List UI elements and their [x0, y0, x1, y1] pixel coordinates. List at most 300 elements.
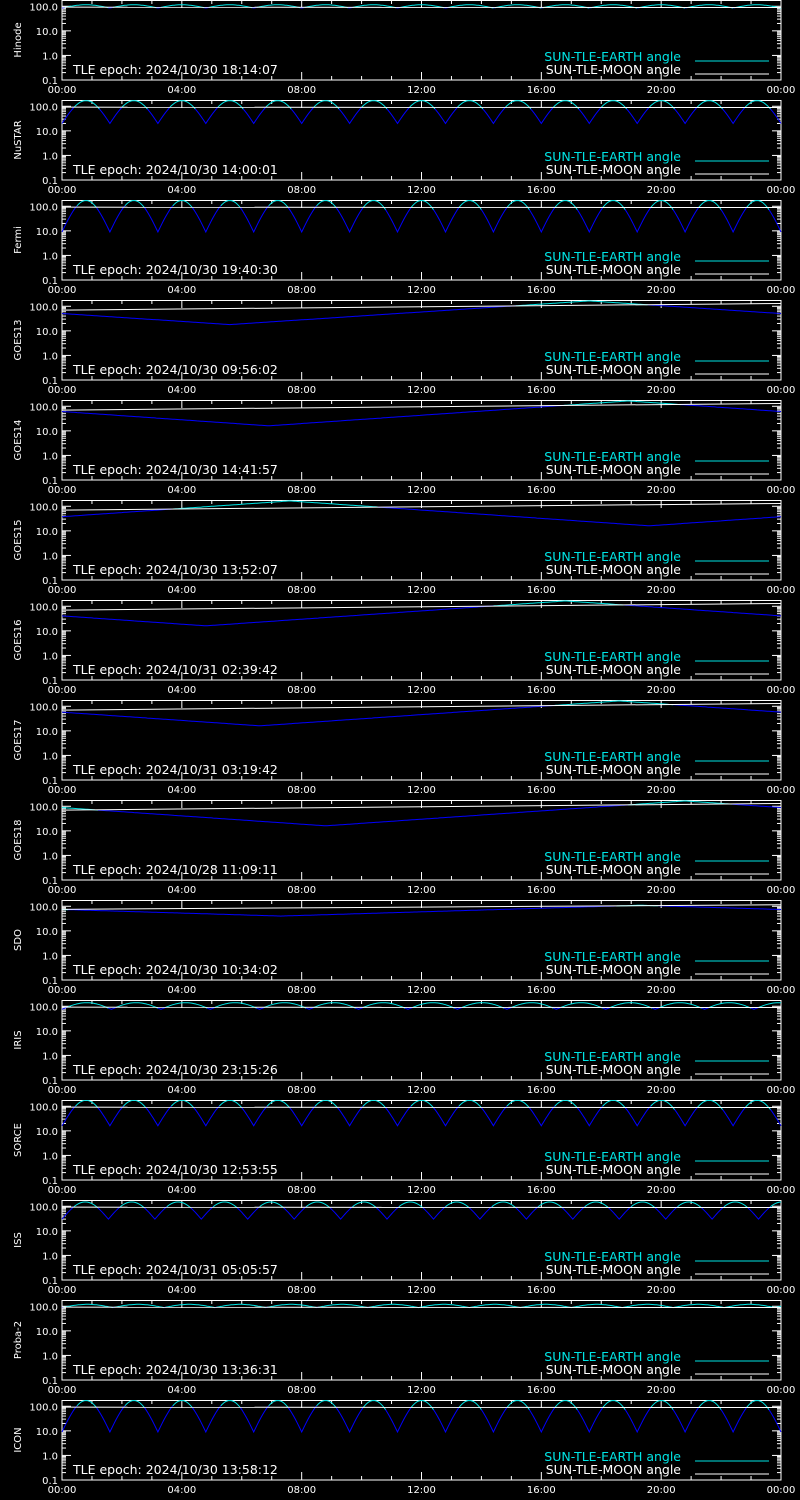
x-tick-label: 08:00 [287, 1085, 317, 1096]
series-line-sun-tle-earth [125, 201, 144, 208]
x-tick-label: 16:00 [526, 985, 556, 996]
series-line-sun-tle-earth [98, 1106, 124, 1126]
legend-label-moon: SUN-TLE-MOON angle [545, 862, 681, 877]
series-line-sun-tle-earth [363, 1401, 386, 1410]
series-line-sun-tle-earth [721, 1408, 746, 1432]
series-line-sun-tle-earth [77, 201, 97, 208]
series-line-sun-tle-earth [242, 1106, 267, 1126]
series-line-sun-tle-earth [459, 1401, 482, 1410]
series-line-sun-tle-earth [173, 1401, 193, 1408]
x-tick-label: 16:00 [526, 685, 556, 696]
x-tick-label: 04:00 [167, 285, 197, 296]
satellite-label: GOES16 [13, 619, 24, 661]
series-line-sun-tle-earth [434, 1408, 459, 1432]
x-tick-label: 00:00 [766, 1485, 796, 1496]
series-line-sun-tle-earth [723, 1108, 746, 1126]
y-tick-label: 10.0 [35, 1326, 58, 1338]
y-tick-label: 1.0 [42, 551, 58, 563]
plot-panel-goes13 [0, 300, 800, 400]
series-line-sun-tle-earth [625, 208, 651, 232]
series-line-sun-tle-earth [221, 1401, 241, 1408]
series-line-sun-tle-earth [386, 1408, 411, 1432]
series-line-sun-tle-earth [459, 1100, 482, 1108]
series-line-sun-tle-earth [284, 1207, 307, 1219]
x-tick-label: 12:00 [407, 385, 436, 396]
x-tick-label: 00:00 [766, 585, 796, 596]
plot-panel-goes18 [0, 800, 800, 900]
x-tick-label: 08:00 [287, 1285, 317, 1296]
x-tick-label: 16:00 [526, 285, 556, 296]
series-line-sun-tle-earth [721, 208, 746, 232]
series-line-sun-tle-earth [555, 201, 578, 210]
series-line-sun-tle-earth [745, 1100, 770, 1109]
series-line-sun-tle-earth [625, 1408, 651, 1432]
series-line-sun-tle-earth [257, 1008, 265, 1010]
series-line-sun-tle-earth [673, 705, 781, 712]
x-tick-label: 20:00 [646, 1385, 676, 1396]
plot-panel-iss [0, 1200, 800, 1300]
y-tick-label: 100.0 [29, 102, 58, 114]
y-tick-label: 10.0 [35, 526, 58, 538]
series-line-sun-tle-earth [237, 1207, 259, 1219]
series-line-sun-tle-earth [98, 805, 628, 826]
x-tick-label: 04:00 [167, 485, 197, 496]
y-tick-label: 100.0 [29, 302, 58, 314]
series-line-sun-tle-earth [317, 201, 337, 208]
series-line-sun-tle-earth [377, 1207, 399, 1219]
x-tick-label: 12:00 [407, 685, 436, 696]
series-line-sun-tle-earth [123, 1100, 145, 1108]
series-line-sun-tle-earth [481, 208, 507, 232]
series-line-sun-tle-earth [507, 1100, 530, 1108]
series-line-sun-tle-earth [144, 206, 172, 232]
tle-epoch-label: TLE epoch: 2024/10/30 13:58:12 [73, 1462, 278, 1477]
x-tick-label: 16:00 [526, 885, 556, 896]
series-line-sun-tle-earth [625, 1106, 651, 1126]
legend-label-earth: SUN-TLE-EARTH angle [544, 449, 681, 464]
x-tick-label: 08:00 [287, 385, 317, 396]
x-tick-label: 00:00 [47, 285, 77, 296]
satellite-label: SORCE [13, 1123, 24, 1157]
series-line-sun-tle-earth [651, 1401, 673, 1410]
satellite-label: GOES14 [13, 419, 24, 461]
series-line-sun-tle-earth [459, 201, 482, 210]
x-tick-label: 20:00 [646, 385, 676, 396]
satellite-label: ISS [13, 1232, 24, 1248]
series-line-sun-tle-earth [171, 1100, 194, 1108]
y-tick-label: 100.0 [29, 1202, 58, 1214]
series-line-sun-tle-earth [170, 101, 196, 109]
tle-epoch-label: TLE epoch: 2024/10/31 02:39:42 [73, 662, 278, 677]
series-line-sun-tle-earth [74, 101, 99, 109]
legend-label-earth: SUN-TLE-EARTH angle [544, 1249, 681, 1264]
x-tick-label: 12:00 [407, 1085, 436, 1096]
x-tick-label: 00:00 [47, 585, 77, 596]
x-tick-label: 00:00 [766, 485, 796, 496]
x-tick-label: 04:00 [167, 985, 197, 996]
legend-label-moon: SUN-TLE-MOON angle [545, 262, 681, 277]
x-tick-label: 00:00 [47, 885, 77, 896]
x-tick-label: 16:00 [526, 1285, 556, 1296]
series-line-sun-tle-earth [411, 1100, 434, 1108]
legend-label-moon: SUN-TLE-MOON angle [545, 462, 681, 477]
legend-label-moon: SUN-TLE-MOON angle [545, 1462, 681, 1477]
y-tick-label: 1.0 [42, 751, 58, 763]
series-line-sun-tle-earth [483, 107, 506, 123]
x-tick-label: 12:00 [407, 1385, 436, 1396]
series-line-sun-tle-earth [158, 1008, 166, 1010]
series-line-sun-tle-earth [673, 1408, 699, 1432]
series-line-sun-tle-earth [291, 107, 314, 123]
legend-label-moon: SUN-TLE-MOON angle [545, 1362, 681, 1377]
satellite-label: GOES18 [13, 819, 24, 861]
y-tick-label: 10.0 [35, 1026, 58, 1038]
series-line-sun-tle-earth [769, 1410, 781, 1432]
x-tick-label: 12:00 [407, 585, 436, 596]
series-line-sun-tle-earth [99, 107, 122, 123]
satellite-label: SDO [13, 929, 24, 951]
legend-label-earth: SUN-TLE-EARTH angle [544, 849, 681, 864]
x-tick-label: 00:00 [47, 1185, 77, 1196]
tle-epoch-label: TLE epoch: 2024/10/30 12:53:55 [73, 1162, 278, 1177]
x-tick-label: 04:00 [167, 885, 197, 896]
y-tick-label: 100.0 [29, 1002, 58, 1014]
y-tick-label: 0.1 [42, 1076, 58, 1087]
legend-label-earth: SUN-TLE-EARTH angle [544, 1149, 681, 1164]
series-line-sun-tle-earth [702, 1207, 725, 1219]
y-tick-label: 100.0 [29, 1402, 58, 1414]
series-line-sun-tle-earth [336, 1408, 363, 1432]
series-line-sun-tle-earth [336, 208, 363, 232]
legend-label-earth: SUN-TLE-EARTH angle [544, 1049, 681, 1064]
series-line-sun-tle-earth [125, 1401, 144, 1408]
series-line-sun-tle-earth [387, 107, 410, 123]
series-line-sun-tle-earth [531, 107, 554, 123]
x-tick-label: 00:00 [766, 685, 796, 696]
y-tick-label: 1.0 [42, 1251, 58, 1263]
plot-panel-goes15 [0, 500, 800, 600]
plot-panel-goes17 [0, 700, 800, 800]
series-line-sun-tle-earth [97, 206, 125, 232]
series-line-sun-tle-earth [747, 1401, 770, 1410]
series-line-sun-tle-earth [288, 1406, 316, 1432]
x-tick-label: 04:00 [167, 185, 197, 196]
series-line-sun-tle-earth [516, 1207, 538, 1219]
x-tick-label: 00:00 [766, 185, 796, 196]
y-tick-label: 0.1 [42, 776, 58, 787]
legend-label-earth: SUN-TLE-EARTH angle [544, 149, 681, 164]
x-tick-label: 00:00 [47, 385, 77, 396]
legend-label-moon: SUN-TLE-MOON angle [545, 562, 681, 577]
x-tick-label: 20:00 [646, 885, 676, 896]
series-line-sun-tle-earth [207, 1008, 215, 1010]
x-tick-label: 00:00 [47, 1385, 77, 1396]
x-tick-label: 08:00 [287, 585, 317, 596]
x-tick-label: 00:00 [47, 785, 77, 796]
x-tick-label: 12:00 [407, 1485, 436, 1496]
x-tick-label: 04:00 [167, 1385, 197, 1396]
x-tick-label: 20:00 [646, 1085, 676, 1096]
y-tick-label: 1.0 [42, 1351, 58, 1363]
series-line-sun-tle-earth [651, 201, 673, 210]
x-tick-label: 04:00 [167, 785, 197, 796]
series-line-sun-tle-earth [330, 1207, 353, 1219]
y-tick-label: 10.0 [35, 326, 58, 338]
series-line-sun-tle-earth [267, 1100, 290, 1108]
x-tick-label: 00:00 [47, 1485, 77, 1496]
tle-epoch-label: TLE epoch: 2024/10/30 10:34:02 [73, 962, 278, 977]
x-tick-label: 08:00 [287, 985, 317, 996]
plot-panel-nustar [0, 100, 800, 200]
series-line-sun-tle-earth [191, 1207, 214, 1219]
legend-label-moon: SUN-TLE-MOON angle [545, 1262, 681, 1277]
tle-epoch-label: TLE epoch: 2024/10/28 11:09:11 [73, 862, 278, 877]
tle-epoch-label: TLE epoch: 2024/10/30 14:00:01 [73, 162, 278, 177]
x-tick-label: 20:00 [646, 585, 676, 596]
series-line-sun-tle-earth [469, 1207, 492, 1219]
tle-epoch-label: TLE epoch: 2024/10/30 13:36:31 [73, 1362, 278, 1377]
plot-panel-hinode [0, 0, 800, 100]
y-tick-label: 10.0 [35, 726, 58, 738]
series-line-sun-tle-earth [219, 1100, 242, 1108]
legend-label-earth: SUN-TLE-EARTH angle [544, 949, 681, 964]
x-tick-label: 20:00 [646, 1285, 676, 1296]
x-tick-label: 20:00 [646, 1185, 676, 1196]
plot-panel-icon [0, 1400, 800, 1500]
x-tick-label: 16:00 [526, 1485, 556, 1496]
x-tick-label: 20:00 [646, 1485, 676, 1496]
series-line-sun-tle-earth [378, 507, 781, 526]
y-tick-label: 1.0 [42, 51, 58, 63]
x-tick-label: 08:00 [287, 885, 317, 896]
series-line-sun-tle-earth [675, 107, 698, 123]
series-line-sun-tle-earth [411, 201, 434, 210]
series-line-sun-tle-earth [529, 1106, 554, 1126]
x-tick-label: 12:00 [407, 485, 436, 496]
y-tick-label: 10.0 [35, 1426, 58, 1438]
series-line-sun-tle-earth [609, 1207, 632, 1219]
tle-epoch-label: TLE epoch: 2024/10/30 19:40:30 [73, 262, 278, 277]
series-line-sun-tle-earth [655, 1207, 677, 1219]
y-tick-label: 10.0 [35, 426, 58, 438]
y-tick-label: 0.1 [42, 476, 58, 487]
x-tick-label: 16:00 [526, 85, 556, 96]
series-line-sun-tle-earth [98, 1207, 121, 1219]
legend-label-earth: SUN-TLE-EARTH angle [544, 49, 681, 64]
series-line-sun-tle-earth [507, 201, 530, 210]
x-tick-label: 04:00 [167, 1485, 197, 1496]
series-line-sun-tle-earth [423, 1207, 446, 1219]
x-tick-label: 12:00 [407, 185, 436, 196]
x-tick-label: 00:00 [766, 85, 796, 96]
x-tick-label: 00:00 [47, 685, 77, 696]
x-tick-label: 00:00 [47, 1285, 77, 1296]
series-line-sun-tle-earth [699, 1401, 722, 1410]
series-line-sun-tle-earth [603, 1100, 626, 1108]
x-tick-label: 00:00 [766, 885, 796, 896]
satellite-label: GOES13 [13, 319, 24, 361]
x-tick-label: 00:00 [47, 485, 77, 496]
satellite-label: IRIS [13, 1030, 24, 1050]
y-tick-label: 100.0 [29, 902, 58, 914]
x-tick-label: 00:00 [766, 1085, 796, 1096]
x-tick-label: 04:00 [167, 385, 197, 396]
legend-label-moon: SUN-TLE-MOON angle [545, 962, 681, 977]
y-tick-label: 100.0 [29, 2, 58, 14]
y-tick-label: 1.0 [42, 151, 58, 163]
x-tick-label: 12:00 [407, 985, 436, 996]
series-line-sun-tle-earth [529, 1408, 554, 1432]
y-tick-label: 0.1 [42, 676, 58, 687]
x-tick-label: 20:00 [646, 185, 676, 196]
x-tick-label: 08:00 [287, 685, 317, 696]
y-tick-label: 1.0 [42, 451, 58, 463]
y-tick-label: 1.0 [42, 1151, 58, 1163]
legend-label-earth: SUN-TLE-EARTH angle [544, 1449, 681, 1464]
series-line-sun-tle-earth [673, 208, 699, 232]
tle-epoch-label: TLE epoch: 2024/10/30 18:14:07 [73, 62, 278, 77]
x-tick-label: 08:00 [287, 185, 317, 196]
x-tick-label: 00:00 [766, 985, 796, 996]
satellite-label: GOES17 [13, 719, 24, 761]
series-line-sun-tle-earth [144, 1207, 167, 1219]
series-line-sun-tle-earth [603, 1401, 626, 1410]
y-tick-label: 10.0 [35, 226, 58, 238]
series-line-sun-tle-earth [555, 1401, 578, 1410]
series-line-sun-tle-earth [62, 606, 493, 626]
series-line-sun-tle-earth [434, 1106, 459, 1126]
series-line-sun-tle-earth [363, 201, 386, 210]
series-line-sun-tle-earth [627, 107, 650, 123]
series-line-sun-tle-earth [603, 201, 626, 210]
y-tick-label: 0.1 [42, 1376, 58, 1387]
satellite-label: Hinode [13, 22, 24, 58]
legend-label-earth: SUN-TLE-EARTH angle [544, 649, 681, 664]
plot-panel-iris [0, 1000, 800, 1100]
plot-panel-sorce [0, 1100, 800, 1200]
tle-epoch-label: TLE epoch: 2024/10/30 23:15:26 [73, 1062, 278, 1077]
series-line-sun-tle-earth [290, 1106, 315, 1126]
y-tick-label: 1.0 [42, 951, 58, 963]
x-tick-label: 00:00 [766, 285, 796, 296]
y-tick-label: 1.0 [42, 251, 58, 263]
x-tick-label: 00:00 [766, 1285, 796, 1296]
y-tick-label: 100.0 [29, 802, 58, 814]
x-tick-label: 16:00 [526, 585, 556, 596]
series-line-sun-tle-earth [240, 206, 268, 232]
series-line-sun-tle-earth [748, 1207, 771, 1219]
series-line-sun-tle-earth [434, 208, 459, 232]
x-tick-label: 12:00 [407, 285, 436, 296]
series-line-sun-tle-earth [173, 201, 193, 208]
x-tick-label: 04:00 [167, 1285, 197, 1296]
y-tick-label: 0.1 [42, 276, 58, 287]
series-line-sun-tle-earth [481, 1106, 507, 1126]
y-tick-label: 100.0 [29, 502, 58, 514]
y-tick-label: 0.1 [42, 876, 58, 887]
series-line-sun-tle-earth [192, 206, 221, 232]
x-tick-label: 20:00 [646, 85, 676, 96]
legend-label-earth: SUN-TLE-EARTH angle [544, 549, 681, 564]
series-line-sun-tle-earth [411, 1401, 434, 1410]
y-tick-label: 0.1 [42, 976, 58, 987]
series-line-sun-tle-earth [62, 705, 555, 725]
x-tick-label: 20:00 [646, 985, 676, 996]
y-tick-label: 10.0 [35, 126, 58, 138]
series-line-sun-tle-earth [675, 1108, 698, 1126]
series-line-sun-tle-earth [723, 107, 746, 123]
y-tick-label: 10.0 [35, 26, 58, 38]
legend-label-moon: SUN-TLE-MOON angle [545, 362, 681, 377]
y-tick-label: 10.0 [35, 626, 58, 638]
series-line-sun-tle-earth [243, 107, 266, 123]
series-line-sun-tle-earth [651, 1100, 675, 1109]
series-line-sun-tle-earth [317, 1401, 337, 1408]
series-line-sun-tle-earth [195, 107, 218, 123]
series-line-sun-tle-earth [194, 1106, 220, 1126]
y-tick-label: 1.0 [42, 851, 58, 863]
x-tick-label: 00:00 [47, 1085, 77, 1096]
x-tick-label: 16:00 [526, 185, 556, 196]
x-tick-label: 08:00 [287, 85, 317, 96]
series-line-sun-tle-earth [386, 208, 411, 232]
x-tick-label: 16:00 [526, 1185, 556, 1196]
x-tick-label: 00:00 [766, 1185, 796, 1196]
plot-panel-goes16 [0, 600, 800, 700]
x-tick-label: 20:00 [646, 485, 676, 496]
satellite-label: Proba-2 [13, 1320, 24, 1360]
satellite-label: NuSTAR [13, 120, 24, 160]
series-line-sun-tle-earth [529, 208, 554, 232]
x-tick-label: 20:00 [646, 685, 676, 696]
series-line-sun-tle-earth [338, 1106, 364, 1126]
legend-label-earth: SUN-TLE-EARTH angle [544, 349, 681, 364]
series-line-sun-tle-earth [658, 906, 781, 910]
series-line-sun-tle-earth [339, 107, 362, 123]
x-tick-label: 16:00 [526, 1385, 556, 1396]
legend-label-moon: SUN-TLE-MOON angle [545, 62, 681, 77]
series-line-sun-tle-earth [699, 201, 722, 210]
tle-epoch-label: TLE epoch: 2024/10/30 13:52:07 [73, 562, 278, 577]
plot-panel-goes14 [0, 400, 800, 500]
x-tick-label: 16:00 [526, 385, 556, 396]
y-tick-label: 10.0 [35, 826, 58, 838]
x-tick-label: 08:00 [287, 1485, 317, 1496]
x-tick-label: 20:00 [646, 785, 676, 796]
series-line-sun-tle-earth [146, 1106, 171, 1126]
x-tick-label: 00:00 [766, 785, 796, 796]
y-tick-label: 100.0 [29, 602, 58, 614]
y-tick-label: 10.0 [35, 1126, 58, 1138]
x-tick-label: 20:00 [646, 285, 676, 296]
series-line-sun-tle-earth [579, 107, 602, 123]
series-line-sun-tle-earth [648, 305, 781, 314]
series-line-sun-tle-earth [481, 1408, 507, 1432]
tle-epoch-label: TLE epoch: 2024/10/31 05:05:57 [73, 1262, 278, 1277]
series-line-sun-tle-earth [507, 1401, 530, 1410]
series-line-sun-tle-earth [144, 1406, 172, 1432]
x-tick-label: 00:00 [766, 385, 796, 396]
legend-label-earth: SUN-TLE-EARTH angle [544, 1349, 681, 1364]
tle-epoch-label: TLE epoch: 2024/10/30 14:41:57 [73, 462, 278, 477]
x-tick-label: 16:00 [526, 485, 556, 496]
series-line-sun-tle-earth [97, 1406, 125, 1432]
y-tick-label: 100.0 [29, 402, 58, 414]
series-line-sun-tle-earth [681, 405, 781, 412]
y-tick-label: 100.0 [29, 1302, 58, 1314]
series-line-sun-tle-earth [747, 201, 770, 210]
y-tick-label: 100.0 [29, 202, 58, 214]
